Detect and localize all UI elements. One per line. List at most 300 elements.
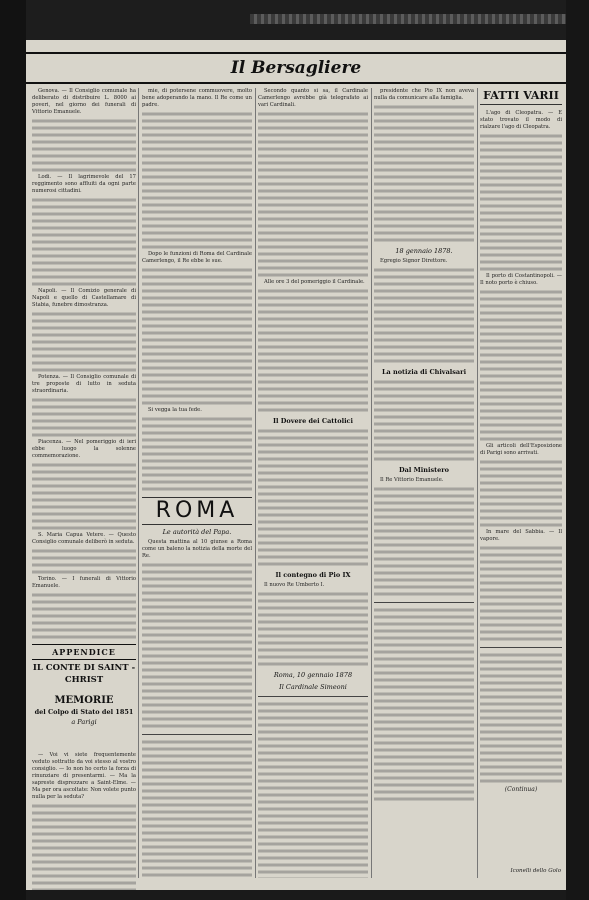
text-line bbox=[142, 146, 252, 153]
text-line bbox=[480, 708, 562, 715]
text-line bbox=[142, 202, 252, 209]
text-line bbox=[32, 497, 136, 504]
text-line bbox=[32, 404, 136, 411]
text-line bbox=[142, 139, 252, 146]
article: Torino. — I funerali di Vittorio Emanuele. bbox=[32, 576, 136, 589]
text-line bbox=[258, 512, 368, 519]
text-line bbox=[258, 118, 368, 125]
text-line bbox=[258, 778, 368, 785]
text-line bbox=[480, 266, 562, 273]
text-line bbox=[480, 508, 562, 515]
text-line bbox=[32, 425, 136, 432]
text-line bbox=[32, 211, 136, 218]
text-line bbox=[142, 851, 252, 858]
text-line bbox=[32, 160, 136, 167]
text-line bbox=[142, 702, 252, 709]
text-line bbox=[142, 472, 252, 479]
newspaper-title: Il Bersagliere bbox=[230, 58, 362, 78]
text-line bbox=[480, 359, 562, 366]
text-line bbox=[32, 803, 136, 810]
text-line bbox=[258, 757, 368, 764]
text-line bbox=[480, 401, 562, 408]
text-line bbox=[142, 181, 252, 188]
text-line bbox=[374, 449, 474, 456]
text-line bbox=[258, 820, 368, 827]
text-line bbox=[374, 486, 474, 493]
text-line bbox=[374, 181, 474, 188]
text-line bbox=[32, 504, 136, 511]
text-line bbox=[258, 111, 368, 118]
text-line bbox=[142, 302, 252, 309]
text-line bbox=[480, 566, 562, 573]
text-line bbox=[480, 296, 562, 303]
text-line bbox=[142, 323, 252, 330]
text-line bbox=[142, 195, 252, 202]
text-line bbox=[32, 274, 136, 281]
text-line bbox=[480, 415, 562, 422]
text-line bbox=[258, 654, 368, 661]
text-line bbox=[32, 462, 136, 469]
text-line bbox=[374, 174, 474, 181]
text-line bbox=[258, 841, 368, 848]
text-line bbox=[142, 781, 252, 788]
text-line bbox=[374, 125, 474, 132]
text-line bbox=[258, 288, 368, 295]
text-line bbox=[142, 802, 252, 809]
column-5 bbox=[480, 110, 562, 878]
text-line bbox=[32, 548, 136, 555]
text-line bbox=[142, 709, 252, 716]
text-line bbox=[258, 701, 368, 708]
section-subheading: Il Dovere dei Cattolici bbox=[273, 417, 353, 425]
text-line bbox=[374, 223, 474, 230]
text-line bbox=[480, 473, 562, 480]
text-line bbox=[258, 351, 368, 358]
text-line bbox=[142, 437, 252, 444]
text-line bbox=[142, 632, 252, 639]
text-line bbox=[32, 518, 136, 525]
text-line bbox=[480, 659, 562, 666]
text-line bbox=[258, 330, 368, 337]
text-line bbox=[374, 542, 474, 549]
text-line bbox=[374, 514, 474, 521]
text-line bbox=[142, 244, 252, 251]
dateline: 18 gennaio 1878. bbox=[395, 247, 453, 255]
section-subheading: Dal Ministero bbox=[399, 466, 449, 474]
text-line bbox=[258, 750, 368, 757]
text-line bbox=[258, 251, 368, 258]
text-line bbox=[142, 723, 252, 730]
text-line bbox=[32, 204, 136, 211]
section-subheading: Le autorità del Papa. bbox=[162, 528, 232, 536]
text-line bbox=[32, 627, 136, 634]
text-line bbox=[480, 231, 562, 238]
text-line bbox=[374, 407, 474, 414]
text-line bbox=[258, 272, 368, 279]
text-line bbox=[142, 337, 252, 344]
text-line bbox=[32, 125, 136, 132]
text-line bbox=[374, 386, 474, 393]
text-line bbox=[32, 824, 136, 831]
text-line bbox=[258, 302, 368, 309]
dateline: Roma, 10 gennaio 1878 bbox=[273, 671, 353, 679]
text-line bbox=[374, 216, 474, 223]
text-line bbox=[258, 153, 368, 160]
text-line bbox=[374, 493, 474, 500]
text-line bbox=[374, 628, 474, 635]
text-line bbox=[142, 372, 252, 379]
text-line bbox=[142, 288, 252, 295]
text-line bbox=[142, 590, 252, 597]
article: presidente che Pio IX non aveva nulla da comunicare alla famiglia. bbox=[374, 88, 474, 101]
text-line bbox=[258, 139, 368, 146]
text-line bbox=[374, 507, 474, 514]
text-line bbox=[258, 146, 368, 153]
text-line bbox=[142, 611, 252, 618]
text-line bbox=[480, 196, 562, 203]
text-line bbox=[480, 189, 562, 196]
text-line bbox=[142, 830, 252, 837]
text-line bbox=[374, 428, 474, 435]
text-line bbox=[374, 442, 474, 449]
text-line bbox=[258, 216, 368, 223]
text-line bbox=[142, 688, 252, 695]
text-line bbox=[374, 570, 474, 577]
text-line bbox=[258, 174, 368, 181]
continua-note: (Continua) bbox=[504, 786, 538, 793]
text-line bbox=[142, 132, 252, 139]
text-line bbox=[374, 747, 474, 754]
section-header-roma: ROMA bbox=[142, 497, 252, 525]
text-line bbox=[374, 351, 474, 358]
text-line bbox=[142, 160, 252, 167]
text-line bbox=[142, 667, 252, 674]
text-line bbox=[480, 147, 562, 154]
text-line bbox=[32, 845, 136, 852]
text-line bbox=[374, 302, 474, 309]
text-line bbox=[32, 332, 136, 339]
text-line bbox=[374, 146, 474, 153]
text-line bbox=[480, 559, 562, 566]
serial-place: a Parigi bbox=[71, 718, 97, 726]
text-line bbox=[374, 167, 474, 174]
text-line bbox=[142, 597, 252, 604]
text-line bbox=[480, 736, 562, 743]
serial-title: IL CONTE DI SAINT - CHRIST bbox=[32, 663, 136, 685]
text-line bbox=[258, 626, 368, 633]
text-line bbox=[374, 642, 474, 649]
text-line bbox=[142, 746, 252, 753]
text-line bbox=[258, 799, 368, 806]
text-line bbox=[258, 505, 368, 512]
text-line bbox=[258, 827, 368, 834]
text-line bbox=[258, 230, 368, 237]
text-line bbox=[32, 225, 136, 232]
text-line bbox=[142, 569, 252, 576]
text-line bbox=[32, 411, 136, 418]
text-line bbox=[258, 715, 368, 722]
text-line bbox=[32, 873, 136, 880]
text-line bbox=[32, 360, 136, 367]
text-line bbox=[32, 253, 136, 260]
article: Genova. — Il Consiglio comunale ha deliberato di distribuire L. 8000 ai poveri, nel giorno dei funerali di Vittorio Emanuele. bbox=[32, 88, 136, 115]
fatti-varii-header: FATTI VARII bbox=[480, 88, 562, 105]
text-line bbox=[142, 716, 252, 723]
column-rule bbox=[477, 88, 478, 878]
text-line bbox=[480, 694, 562, 701]
text-line bbox=[480, 289, 562, 296]
article: L'ago di Cleopatra. — È stato trovato il modo di rialzare l'ago di Cleopatra. bbox=[480, 110, 562, 130]
text-line bbox=[480, 394, 562, 401]
text-line bbox=[258, 323, 368, 330]
text-line bbox=[258, 661, 368, 668]
text-line bbox=[480, 366, 562, 373]
text-line bbox=[374, 761, 474, 768]
text-line bbox=[32, 267, 136, 274]
text-line bbox=[374, 414, 474, 421]
section-subheading: La notizia di Chivalsari bbox=[381, 368, 467, 376]
text-line bbox=[480, 771, 562, 778]
text-line bbox=[258, 258, 368, 265]
text-line bbox=[258, 195, 368, 202]
text-line bbox=[374, 663, 474, 670]
text-line bbox=[480, 608, 562, 615]
serial-text: — Voi vi siete frequentemente veduto sottratto da voi stesso al vostro consiglio. — Io non ho certo la forza di rinunziare di presentarmi. — Ma la sapreste disprezzare a Saint-Elme. — Ma per ora ascoltate: Non volete punto nulla per la seduta? bbox=[32, 752, 136, 890]
text-line bbox=[374, 358, 474, 365]
text-line bbox=[142, 872, 252, 878]
text-line bbox=[258, 605, 368, 612]
text-line bbox=[142, 209, 252, 216]
text-line bbox=[374, 754, 474, 761]
serial-subtitle: del Colpo di Stato del 1851 bbox=[34, 708, 134, 716]
text-line bbox=[480, 615, 562, 622]
text-line bbox=[480, 238, 562, 245]
column-4 bbox=[374, 88, 474, 878]
text-line bbox=[258, 386, 368, 393]
text-line bbox=[480, 587, 562, 594]
masthead bbox=[26, 52, 566, 84]
text-line bbox=[374, 691, 474, 698]
text-line bbox=[374, 733, 474, 740]
text-line bbox=[142, 351, 252, 358]
text-line bbox=[480, 310, 562, 317]
text-line bbox=[258, 533, 368, 540]
text-line bbox=[258, 785, 368, 792]
text-line bbox=[480, 338, 562, 345]
text-line bbox=[258, 540, 368, 547]
text-line bbox=[374, 202, 474, 209]
text-line bbox=[480, 757, 562, 764]
text-line bbox=[374, 267, 474, 274]
text-line bbox=[32, 483, 136, 490]
text-line bbox=[374, 393, 474, 400]
text-line bbox=[32, 197, 136, 204]
text-line bbox=[32, 634, 136, 640]
text-line bbox=[374, 712, 474, 719]
text-line bbox=[374, 456, 474, 463]
text-line bbox=[480, 154, 562, 161]
text-line bbox=[374, 796, 474, 803]
article: Lodi. — Il lagrimevole del 17 reggimento sono affluiti da ogni parte numerosi cittadini. bbox=[32, 174, 136, 194]
text-line bbox=[258, 792, 368, 799]
text-line bbox=[32, 118, 136, 125]
text-line bbox=[258, 547, 368, 554]
text-line bbox=[480, 545, 562, 552]
text-line bbox=[32, 817, 136, 824]
text-line bbox=[142, 223, 252, 230]
text-line bbox=[142, 674, 252, 681]
text-line bbox=[374, 379, 474, 386]
text-line bbox=[374, 104, 474, 111]
text-line bbox=[142, 681, 252, 688]
text-line bbox=[258, 160, 368, 167]
text-line bbox=[258, 344, 368, 351]
text-line bbox=[374, 719, 474, 726]
text-line bbox=[258, 379, 368, 386]
appendice-header: APPENDICE bbox=[32, 644, 136, 660]
column-rule bbox=[255, 88, 256, 878]
text-line bbox=[142, 576, 252, 583]
article: Si vegga la tua fede. bbox=[148, 407, 202, 413]
text-line bbox=[258, 876, 368, 878]
text-line bbox=[374, 649, 474, 656]
text-line bbox=[258, 813, 368, 820]
article: Questa mattina al 10 giunse a Roma come un baleno la notizia della morte del Re. bbox=[142, 539, 252, 559]
text-line bbox=[142, 174, 252, 181]
newspaper-page bbox=[26, 40, 566, 890]
text-line bbox=[32, 432, 136, 439]
text-line bbox=[142, 809, 252, 816]
text-line bbox=[480, 387, 562, 394]
text-line bbox=[32, 525, 136, 532]
text-line bbox=[258, 188, 368, 195]
text-line bbox=[258, 598, 368, 605]
divider bbox=[258, 696, 368, 697]
text-line bbox=[32, 132, 136, 139]
text-line bbox=[142, 479, 252, 486]
text-line bbox=[258, 862, 368, 869]
text-line bbox=[258, 456, 368, 463]
text-line bbox=[258, 316, 368, 323]
text-line bbox=[374, 726, 474, 733]
text-line bbox=[258, 554, 368, 561]
text-line bbox=[480, 133, 562, 140]
text-line bbox=[374, 549, 474, 556]
footer-credit: Iconelli dello Golo bbox=[510, 868, 561, 874]
column-3 bbox=[258, 88, 368, 878]
text-line bbox=[258, 223, 368, 230]
text-line bbox=[374, 656, 474, 663]
column-rule bbox=[371, 88, 372, 878]
text-line bbox=[142, 583, 252, 590]
text-line bbox=[32, 838, 136, 845]
text-line bbox=[32, 511, 136, 518]
text-line bbox=[480, 303, 562, 310]
perforation-strip bbox=[250, 14, 570, 24]
text-line bbox=[32, 218, 136, 225]
text-line bbox=[142, 386, 252, 393]
text-line bbox=[32, 418, 136, 425]
text-line bbox=[32, 281, 136, 288]
text-line bbox=[32, 153, 136, 160]
text-line bbox=[374, 607, 474, 614]
text-line bbox=[374, 768, 474, 775]
text-line bbox=[480, 161, 562, 168]
text-line bbox=[142, 430, 252, 437]
text-line bbox=[374, 153, 474, 160]
text-line bbox=[374, 521, 474, 528]
text-line bbox=[258, 834, 368, 841]
text-line bbox=[32, 887, 136, 890]
text-line bbox=[480, 629, 562, 636]
text-line bbox=[258, 470, 368, 477]
scan-left-edge bbox=[0, 0, 26, 900]
text-line bbox=[374, 435, 474, 442]
column-rule bbox=[138, 88, 139, 878]
text-line bbox=[142, 562, 252, 569]
text-line bbox=[374, 160, 474, 167]
text-line bbox=[374, 288, 474, 295]
text-line bbox=[480, 601, 562, 608]
text-line bbox=[32, 606, 136, 613]
text-line bbox=[142, 237, 252, 244]
text-line bbox=[142, 646, 252, 653]
article: mie, di potersene commuovere, molto bene adoperando la mano. Il Re come un padre. bbox=[142, 88, 252, 108]
text-line bbox=[142, 695, 252, 702]
text-line bbox=[142, 486, 252, 493]
text-line bbox=[480, 140, 562, 147]
text-line bbox=[480, 224, 562, 231]
text-line bbox=[480, 203, 562, 210]
text-line bbox=[258, 647, 368, 654]
text-line bbox=[32, 880, 136, 887]
text-line bbox=[258, 640, 368, 647]
text-line bbox=[374, 591, 474, 598]
text-line bbox=[32, 490, 136, 497]
text-line bbox=[374, 684, 474, 691]
text-line bbox=[32, 232, 136, 239]
text-line bbox=[374, 563, 474, 570]
text-line bbox=[480, 422, 562, 429]
text-line bbox=[142, 844, 252, 851]
text-line bbox=[142, 837, 252, 844]
text-line bbox=[32, 325, 136, 332]
text-line bbox=[32, 353, 136, 360]
text-line bbox=[374, 295, 474, 302]
text-line bbox=[480, 715, 562, 722]
text-line bbox=[374, 400, 474, 407]
divider bbox=[374, 602, 474, 603]
text-line bbox=[480, 480, 562, 487]
text-line bbox=[32, 562, 136, 569]
text-line bbox=[258, 633, 368, 640]
text-line bbox=[374, 635, 474, 642]
text-line bbox=[32, 346, 136, 353]
text-line bbox=[142, 216, 252, 223]
text-line bbox=[258, 463, 368, 470]
text-line bbox=[258, 209, 368, 216]
text-line bbox=[142, 788, 252, 795]
text-line bbox=[142, 111, 252, 118]
divider bbox=[142, 734, 252, 735]
text-line bbox=[480, 552, 562, 559]
text-line bbox=[142, 639, 252, 646]
text-line bbox=[142, 451, 252, 458]
text-line bbox=[374, 782, 474, 789]
column-2 bbox=[142, 88, 252, 878]
text-line bbox=[32, 592, 136, 599]
text-line bbox=[480, 701, 562, 708]
